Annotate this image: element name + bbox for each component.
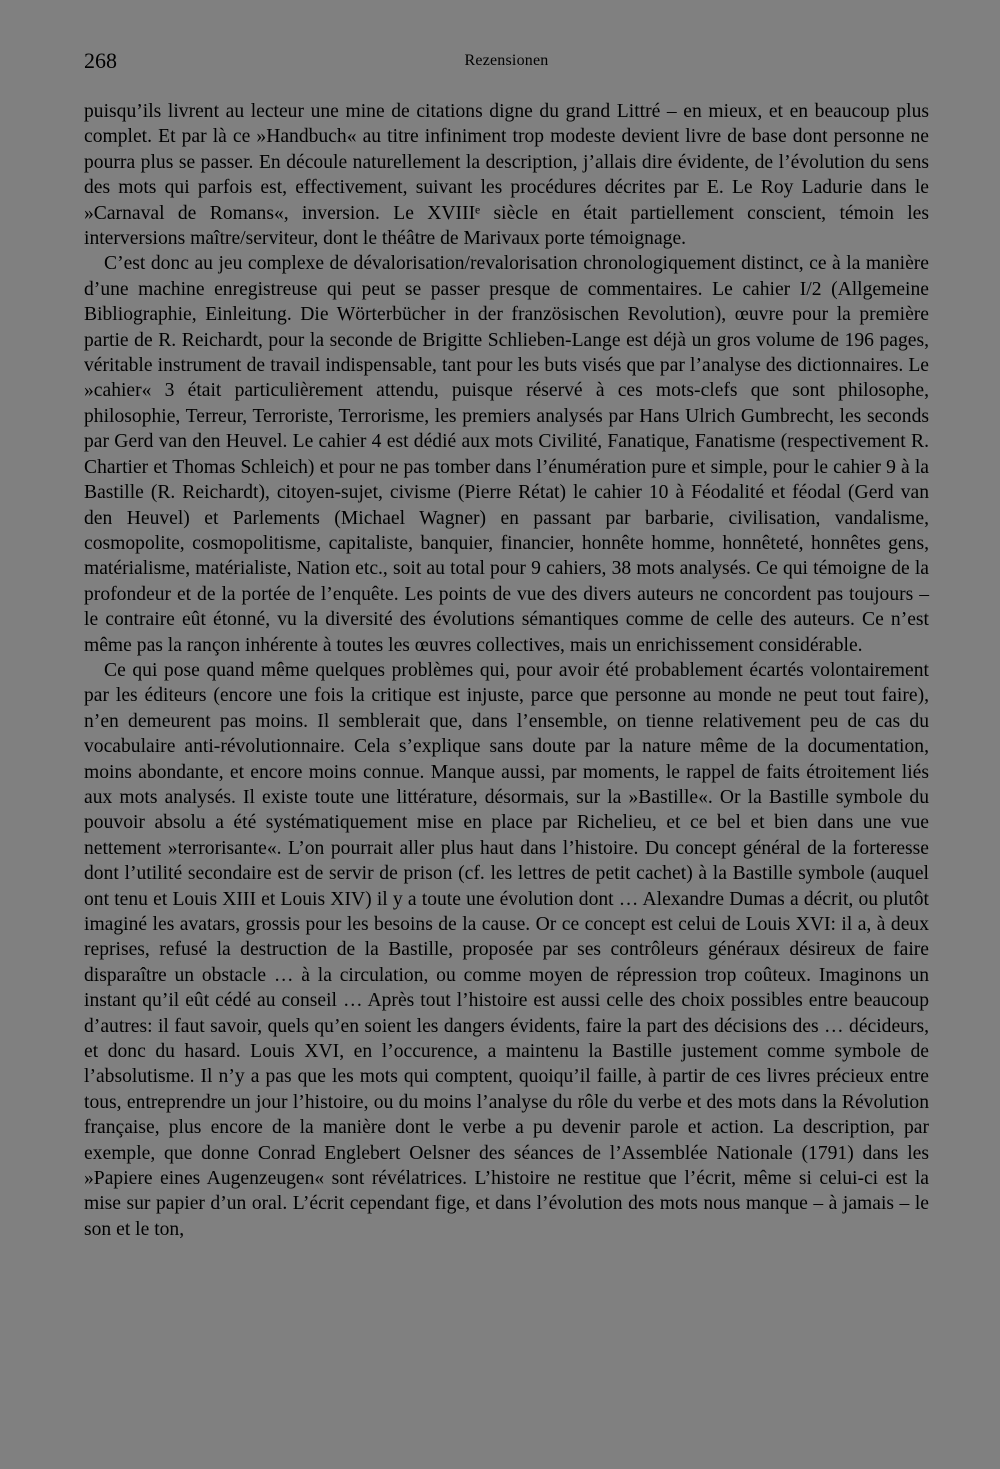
body-text [84, 99, 929, 1242]
page-header [84, 48, 929, 78]
paragraph-1: puisqu’ils livrent au lecteur une mine de citations digne du grand Littré – en mieux, et en beaucoup plus complet. Et par là ce »Handbuch« au titre infiniment trop modeste devient livre de base dont personne ne pourra plus se passer. En découle naturellement la description, j’allais dire évidente, de l’évolution du sens des mots qui parfois est, effectivement, suivant les procédures décrites par E. Le Roy Ladurie dans le »Carnaval de Romans«, inversion. Le XVIIIᵉ siècle en était partiellement conscient, témoin les interversions maître/serviteur, dont le théâtre de Marivaux porte témoignage. [84, 101, 929, 250]
page-number: 268 [84, 48, 117, 73]
paragraph-3: Ce qui pose quand même quelques problèmes qui, pour avoir été probablement écartés volontairement par les éditeurs (encore une fois la critique est injuste, parce que personne au monde ne peut tout faire), n’en demeurent pas moins. Il semblerait que, dans l’ensemble, on tienne relativement peu de cas du vocabulaire anti-révolutionnaire. Cela s’explique sans doute par la nature même de la documentation, moins abondante, et encore moins connue. Manque aussi, par moments, le rappel de faits étroitement liés aux mots analysés. Il existe toute une littérature, désormais, sur la »Bastille«. Or la Bastille symbole du pouvoir absolu a été systématiquement mise en place par Richelieu, et ce bel et bien dans une vue nettement »terrorisante«. L’on pourrait aller plus haut dans l’histoire. Du concept général de la forteresse dont l’utilité secondaire est de servir de prison (cf. les lettres de petit cachet) à la Bastille symbole (auquel ont tenu et Louis XIII et Louis XIV) il y a toute une évolution dont … Alexandre Dumas a décrit, ou plutôt imaginé les avatars, grossis pour les besoins de la cause. Or ce concept est celui de Louis XVI: il a, à deux reprises, refusé la destruction de la Bastille, proposée par ses contrôleurs généraux désireux de faire disparaître un obstacle … à la circulation, ou comme moyen de répression trop coûteux. Imaginons un instant qu’il eût cédé au conseil … Après tout l’histoire est aussi celle des choix possibles entre beaucoup d’autres: il faut savoir, quels qu’en soient les dangers évidents, faire la part des décisions des … décideurs, et donc du hasard. Louis XVI, en l’occurence, a maintenu la Bastille justement comme symbole de l’absolutisme. Il n’y a pas que les mots qui comptent, quoiqu’il faille, à partir de ces livres précieux entre tous, entreprendre un jour l’histoire, ou du moins l’analyse du rôle du verbe et des mots dans la Révolution française, plus encore de la manière dont le verbe a pu devenir parole et action. La description, par exemple, que donne Conrad Englebert Oelsner des séances de l’Assemblée Nationale (1791) dans les »Papiere eines Augenzeugen« sont révélatrices. L’histoire ne restitue que l’écrit, même si celui-ci est la mise sur papier d’un oral. L’écrit cependant fige, et dans l’évolution des mots nous manque – à jamais – le son et le ton, [84, 659, 929, 1240]
page [84, 48, 929, 1242]
paragraph-2: C’est donc au jeu complexe de dévalorisation/revalorisation chronologiquement distinct, ce à la manière d’une machine enregistreuse qui peut se passer presque de commentaires. Le cahier I/2 (Allgemeine Bibliographie, Einleitung. Die Wörterbücher in der französischen Revolution), œuvre pour la première partie de R. Reichardt, pour la seconde de Brigitte Schlieben-Lange est déjà un gros volume de 196 pages, véritable instrument de travail indispensable, tant pour les buts visés que par l’analyse des dictionnaires. Le »cahier« 3 était particulièrement attendu, puisque réservé à ces mots-clefs que sont philosophe, philosophie, Terreur, Terroriste, Terrorisme, les premiers analysés par Hans Ulrich Gumbrecht, les seconds par Gerd van den Heuvel. Le cahier 4 est dédié aux mots Civilité, Fanatique, Fanatisme (respectivement R. Chartier et Thomas Schleich) et pour ne pas tomber dans l’énumération pure et simple, pour le cahier 9 à la Bastille (R. Reichardt), citoyen-sujet, civisme (Pierre Rétat) le cahier 10 à Féodalité et féodal (Gerd van den Heuvel) et Parlements (Michael Wagner) en passant par barbarie, civilisation, vandalisme, cosmopolite, cosmopolitisme, capitaliste, banquier, financier, honnête homme, honnêteté, honnêtes gens, matérialisme, matérialiste, Nation etc., soit au total pour 9 cahiers, 38 mots analysés. Ce qui témoigne de la profondeur et de la portée de l’enquête. Les points de vue des divers auteurs ne concordent pas toujours – le contraire eût étonné, vu la diversité des évolutions sémantiques comme de celle des auteurs. Ce n’est même pas la rançon inhérente à toutes les œuvres collectives, mais un enrichissement considérable. [84, 253, 929, 656]
running-head: Rezensionen [464, 52, 549, 69]
